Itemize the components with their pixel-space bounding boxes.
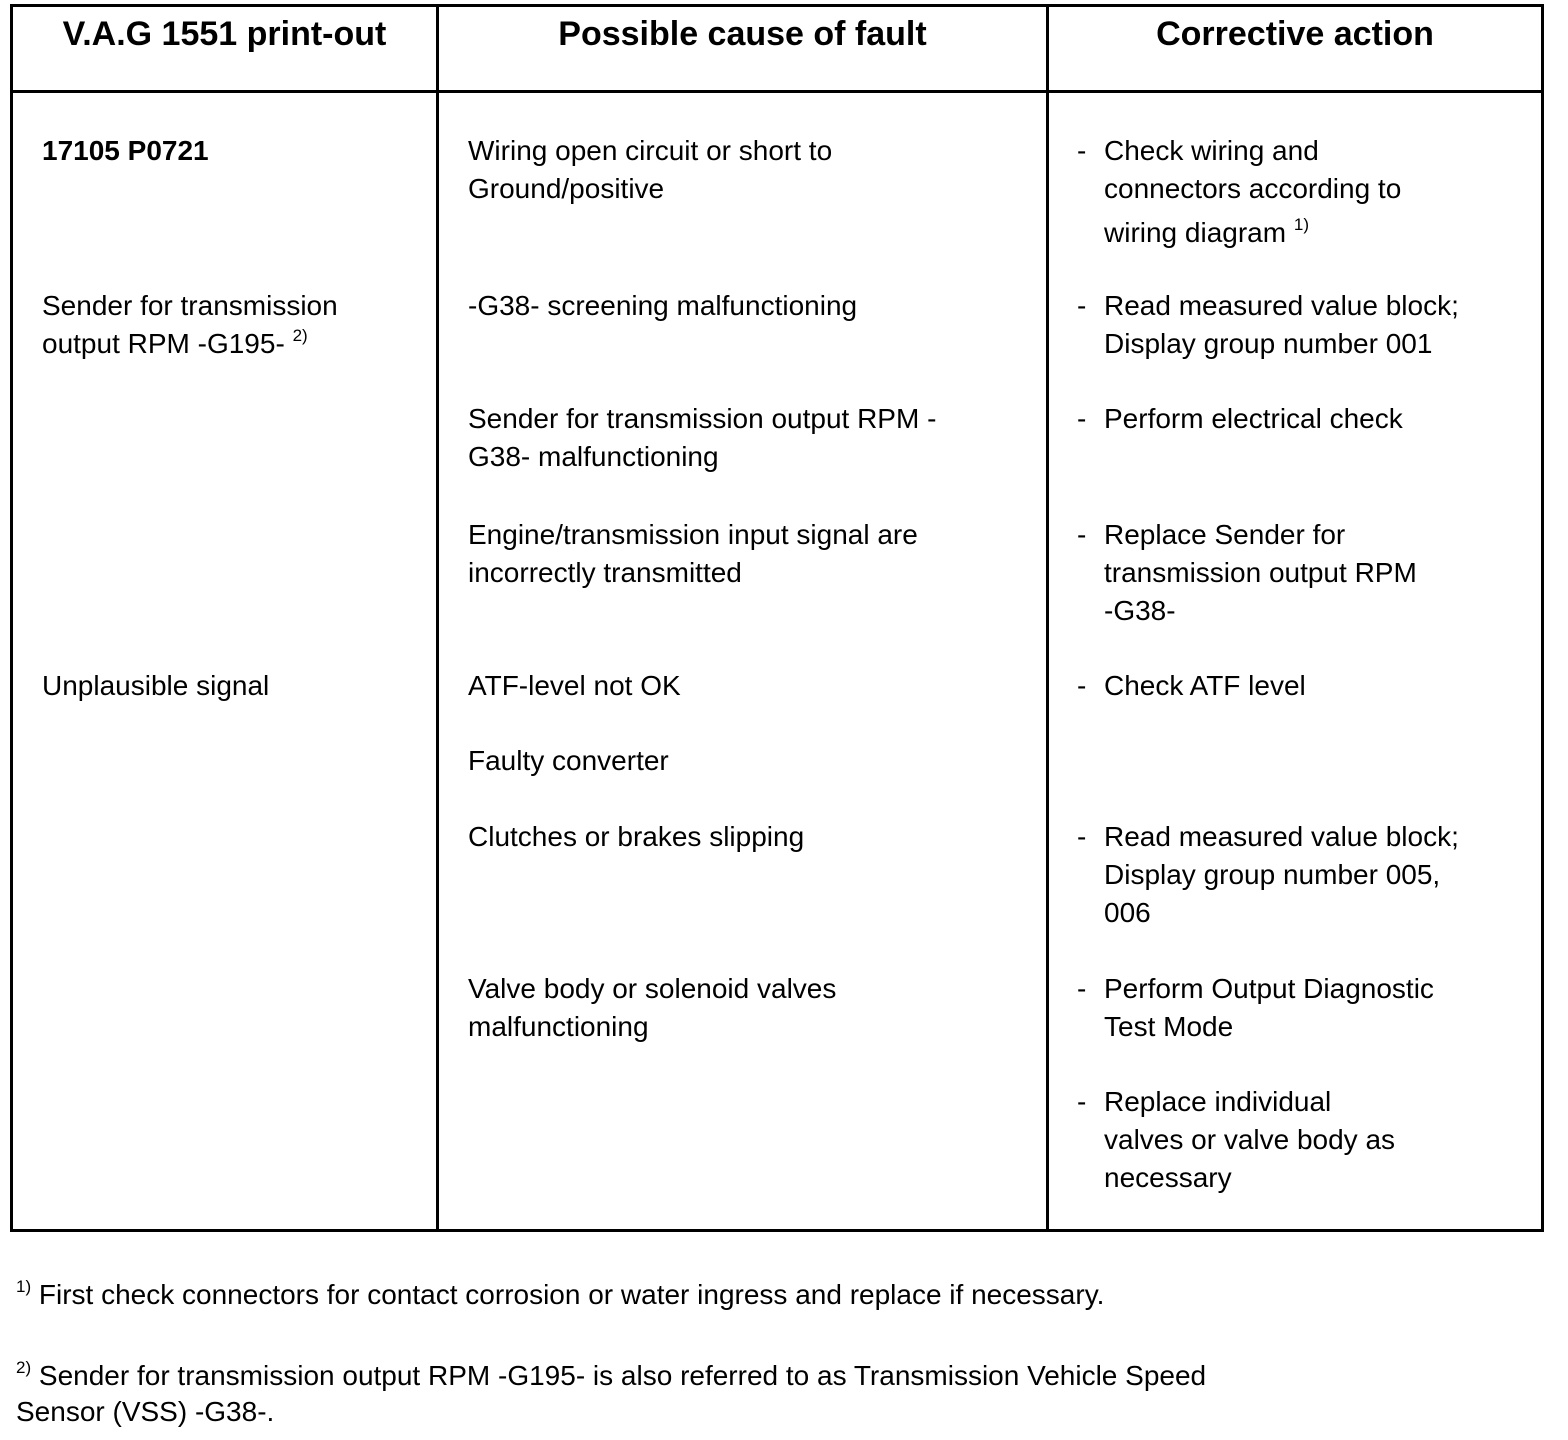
action-item: Check wiring and connectors according to wiring diagram $^{1)}$	[1104, 135, 1402, 248]
footnote-ref: 2)	[292, 326, 308, 345]
fault-description-line: output RPM -G195- $^{2)}$	[42, 326, 308, 359]
footnote-1	[16, 1277, 1104, 1313]
action-item: Read measured value block; Display group number 005, 006	[1104, 821, 1459, 928]
cause-item: Faulty converter	[468, 745, 669, 776]
column-divider	[436, 7, 439, 1229]
footnote-marker: 1)	[16, 1277, 32, 1296]
cause-item: ATF-level not OK	[468, 670, 681, 701]
cause-item: Wiring open circuit or short to Ground/positive	[468, 135, 833, 204]
fault-unplausible: Unplausible signal	[42, 670, 270, 701]
fault-description-line: Sender for transmission	[42, 290, 338, 321]
header-cause: Possible cause of fault	[558, 15, 927, 53]
fault-table	[10, 4, 1544, 1232]
header-printout: V.A.G 1551 print-out	[62, 15, 387, 53]
action-item: Replace individual valves or valve body as necessary	[1104, 1086, 1396, 1193]
action-bullet: -	[1077, 519, 1087, 550]
fault-code: 17105 P0721	[42, 135, 209, 166]
cause-item: Valve body or solenoid valves malfunctioning	[468, 973, 837, 1042]
footnote-2	[16, 1358, 1206, 1430]
action-item: Perform electrical check	[1104, 403, 1403, 434]
action-bullet: -	[1077, 403, 1087, 434]
action-bullet: -	[1077, 1086, 1087, 1117]
footnote-text: Sensor (VSS) -G38-.	[16, 1396, 275, 1427]
footnote-text: Sender for transmission output RPM -G195- is also referred to as Transmission Vehicle Speed	[38, 1360, 1207, 1391]
fault-description	[42, 287, 338, 363]
header-divider	[13, 90, 1541, 93]
footnote-marker: 2)	[16, 1358, 32, 1377]
action-bullet: -	[1077, 973, 1087, 1004]
cause-item: Clutches or brakes slipping	[468, 821, 805, 852]
cause-item: Sender for transmission output RPM - G38- malfunctioning	[468, 403, 937, 472]
column-divider	[1046, 7, 1049, 1229]
action-bullet: -	[1077, 821, 1087, 852]
action-bullet: -	[1077, 135, 1087, 166]
action-item: Perform Output Diagnostic Test Mode	[1104, 973, 1434, 1042]
action-item: Check ATF level	[1104, 670, 1306, 701]
action-bullet: -	[1077, 290, 1087, 321]
action-item: Replace Sender for transmission output RPM -G38-	[1104, 519, 1417, 626]
action-item: Read measured value block; Display group number 001	[1104, 290, 1459, 359]
action-bullet: -	[1077, 670, 1087, 701]
footnote-ref: 1)	[1293, 215, 1309, 234]
cause-item: Engine/transmission input signal are incorrectly transmitted	[468, 519, 918, 588]
cause-item: -G38- screening malfunctioning	[468, 290, 858, 321]
header-action: Corrective action	[1156, 15, 1434, 53]
footnote-text: First check connectors for contact corrosion or water ingress and replace if necessary.	[38, 1279, 1105, 1310]
